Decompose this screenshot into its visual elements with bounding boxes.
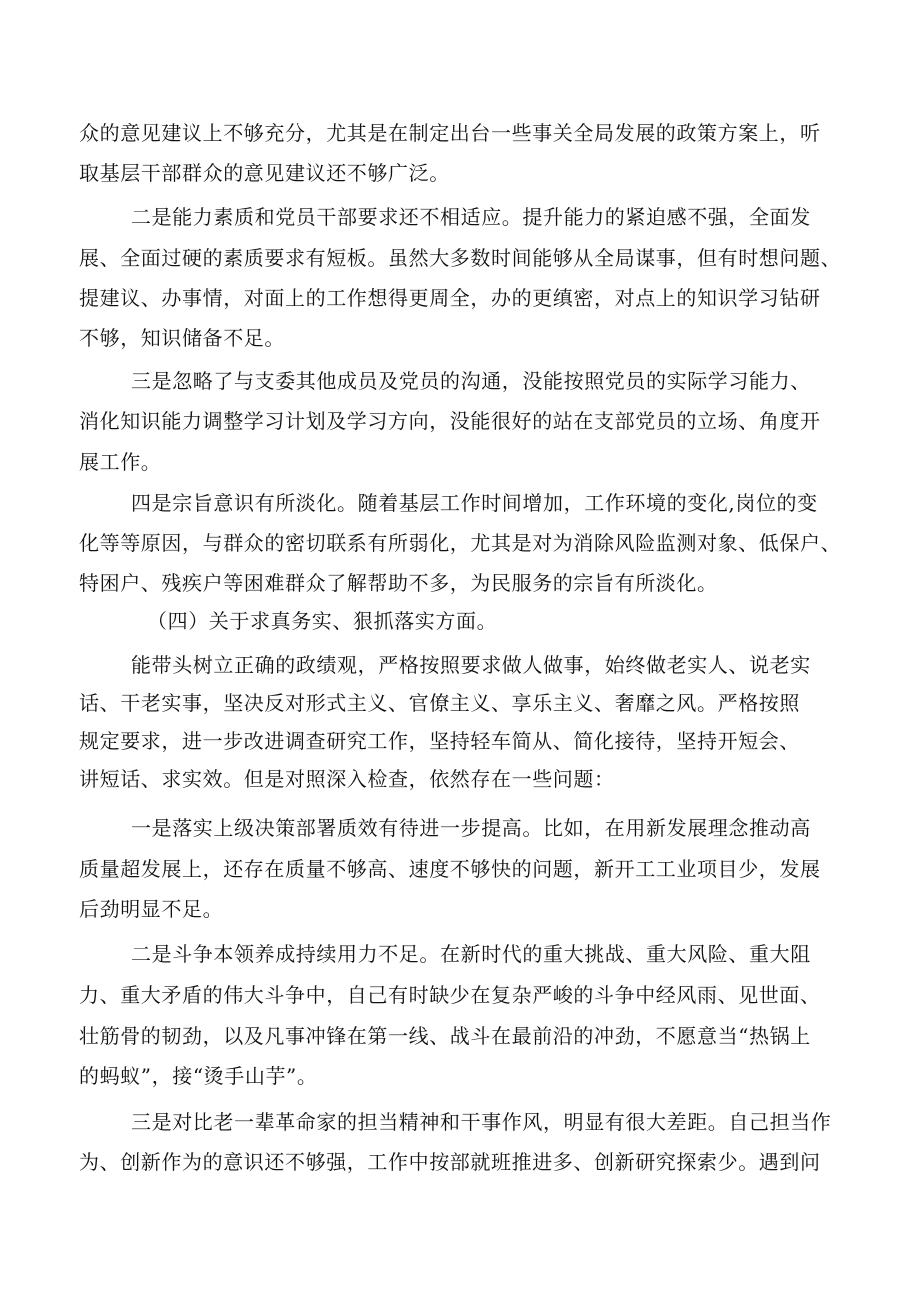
text-line: 规定要求，进一步改进调查研究工作，坚持轻车简从、简化接待，坚持开短会、	[79, 729, 800, 753]
text-line: 取基层干部群众的意见建议还不够广泛。	[79, 161, 450, 185]
section-heading: （四）关于求真务实、狠抓落实方面。	[147, 609, 498, 633]
text-line: 特困户、残疾户等困难群众了解帮助不多，为民服务的宗旨有所淡化。	[79, 571, 718, 595]
text-line: 二是能力素质和党员干部要求还不相适应。提升能力的紧迫感不强，全面发	[131, 205, 811, 229]
text-line: 后劲明显不足。	[79, 897, 224, 921]
text-line: 消化知识能力调整学习计划及学习方向，没能很好的站在支部党员的立场、角度开	[79, 409, 821, 433]
text-line: 为、创新作为的意识还不够强，工作中按部就班推进多、创新研究探索少。遇到问	[79, 1150, 821, 1174]
text-line: 力、重大矛盾的伟大斗争中，自己有时缺少在复杂严峻的斗争中经风雨、见世面、	[79, 983, 821, 1007]
text-line: 不够，知识储备不足。	[79, 326, 285, 350]
text-line: 质量超发展上，还存在质量不够高、速度不够快的问题，新开工工业项目少，发展	[79, 857, 821, 881]
text-line: 二是斗争本领养成持续用力不足。在新时代的重大挑战、重大风险、重大阻	[131, 942, 811, 966]
text-line: 讲短话、求实效。但是对照深入检查，依然存在一些问题：	[79, 767, 615, 791]
text-line: 能带头树立正确的政绩观，严格按照要求做人做事，始终做老实人、说老实	[131, 653, 811, 677]
text-line: 一是落实上级决策部署质效有待进一步提高。比如，在用新发展理念推动高	[131, 816, 811, 840]
text-line: 三是对比老一辈革命家的担当精神和干事作风，明显有很大差距。自己担当作	[131, 1110, 832, 1134]
text-line: 化等等原因，与群众的密切联系有所弱化，尤其是对为消除风险监测对象、低保户、	[79, 531, 842, 555]
text-line: 展工作。	[79, 450, 162, 474]
text-line: 展、全面过硬的素质要求有短板。虽然大多数时间能够从全局谋事，但有时想问题、	[79, 246, 842, 270]
text-line: 提建议、办事情，对面上的工作想得更周全，办的更缜密，对点上的知识学习钻研	[79, 286, 821, 310]
text-line: 三是忽略了与支委其他成员及党员的沟通，没能按照党员的实际学习能力、	[131, 369, 811, 393]
text-line: 四是宗旨意识有所淡化。随着基层工作时间增加，工作环境的变化,岗位的变	[131, 491, 818, 515]
text-line: 壮筋骨的韧劲，以及凡事冲锋在第一线、战斗在最前沿的冲劲，不愿意当“热锅上	[79, 1024, 811, 1048]
text-line: 话、干老实事，坚决反对形式主义、官僚主义、享乐主义、奢靡之风。严格按照	[79, 691, 800, 715]
text-line: 众的意见建议上不够充分，尤其是在制定出台一些事关全局发展的政策方案上，听	[79, 121, 821, 145]
text-line: 的蚂蚁”，接“烫手山芋”。	[79, 1064, 318, 1088]
